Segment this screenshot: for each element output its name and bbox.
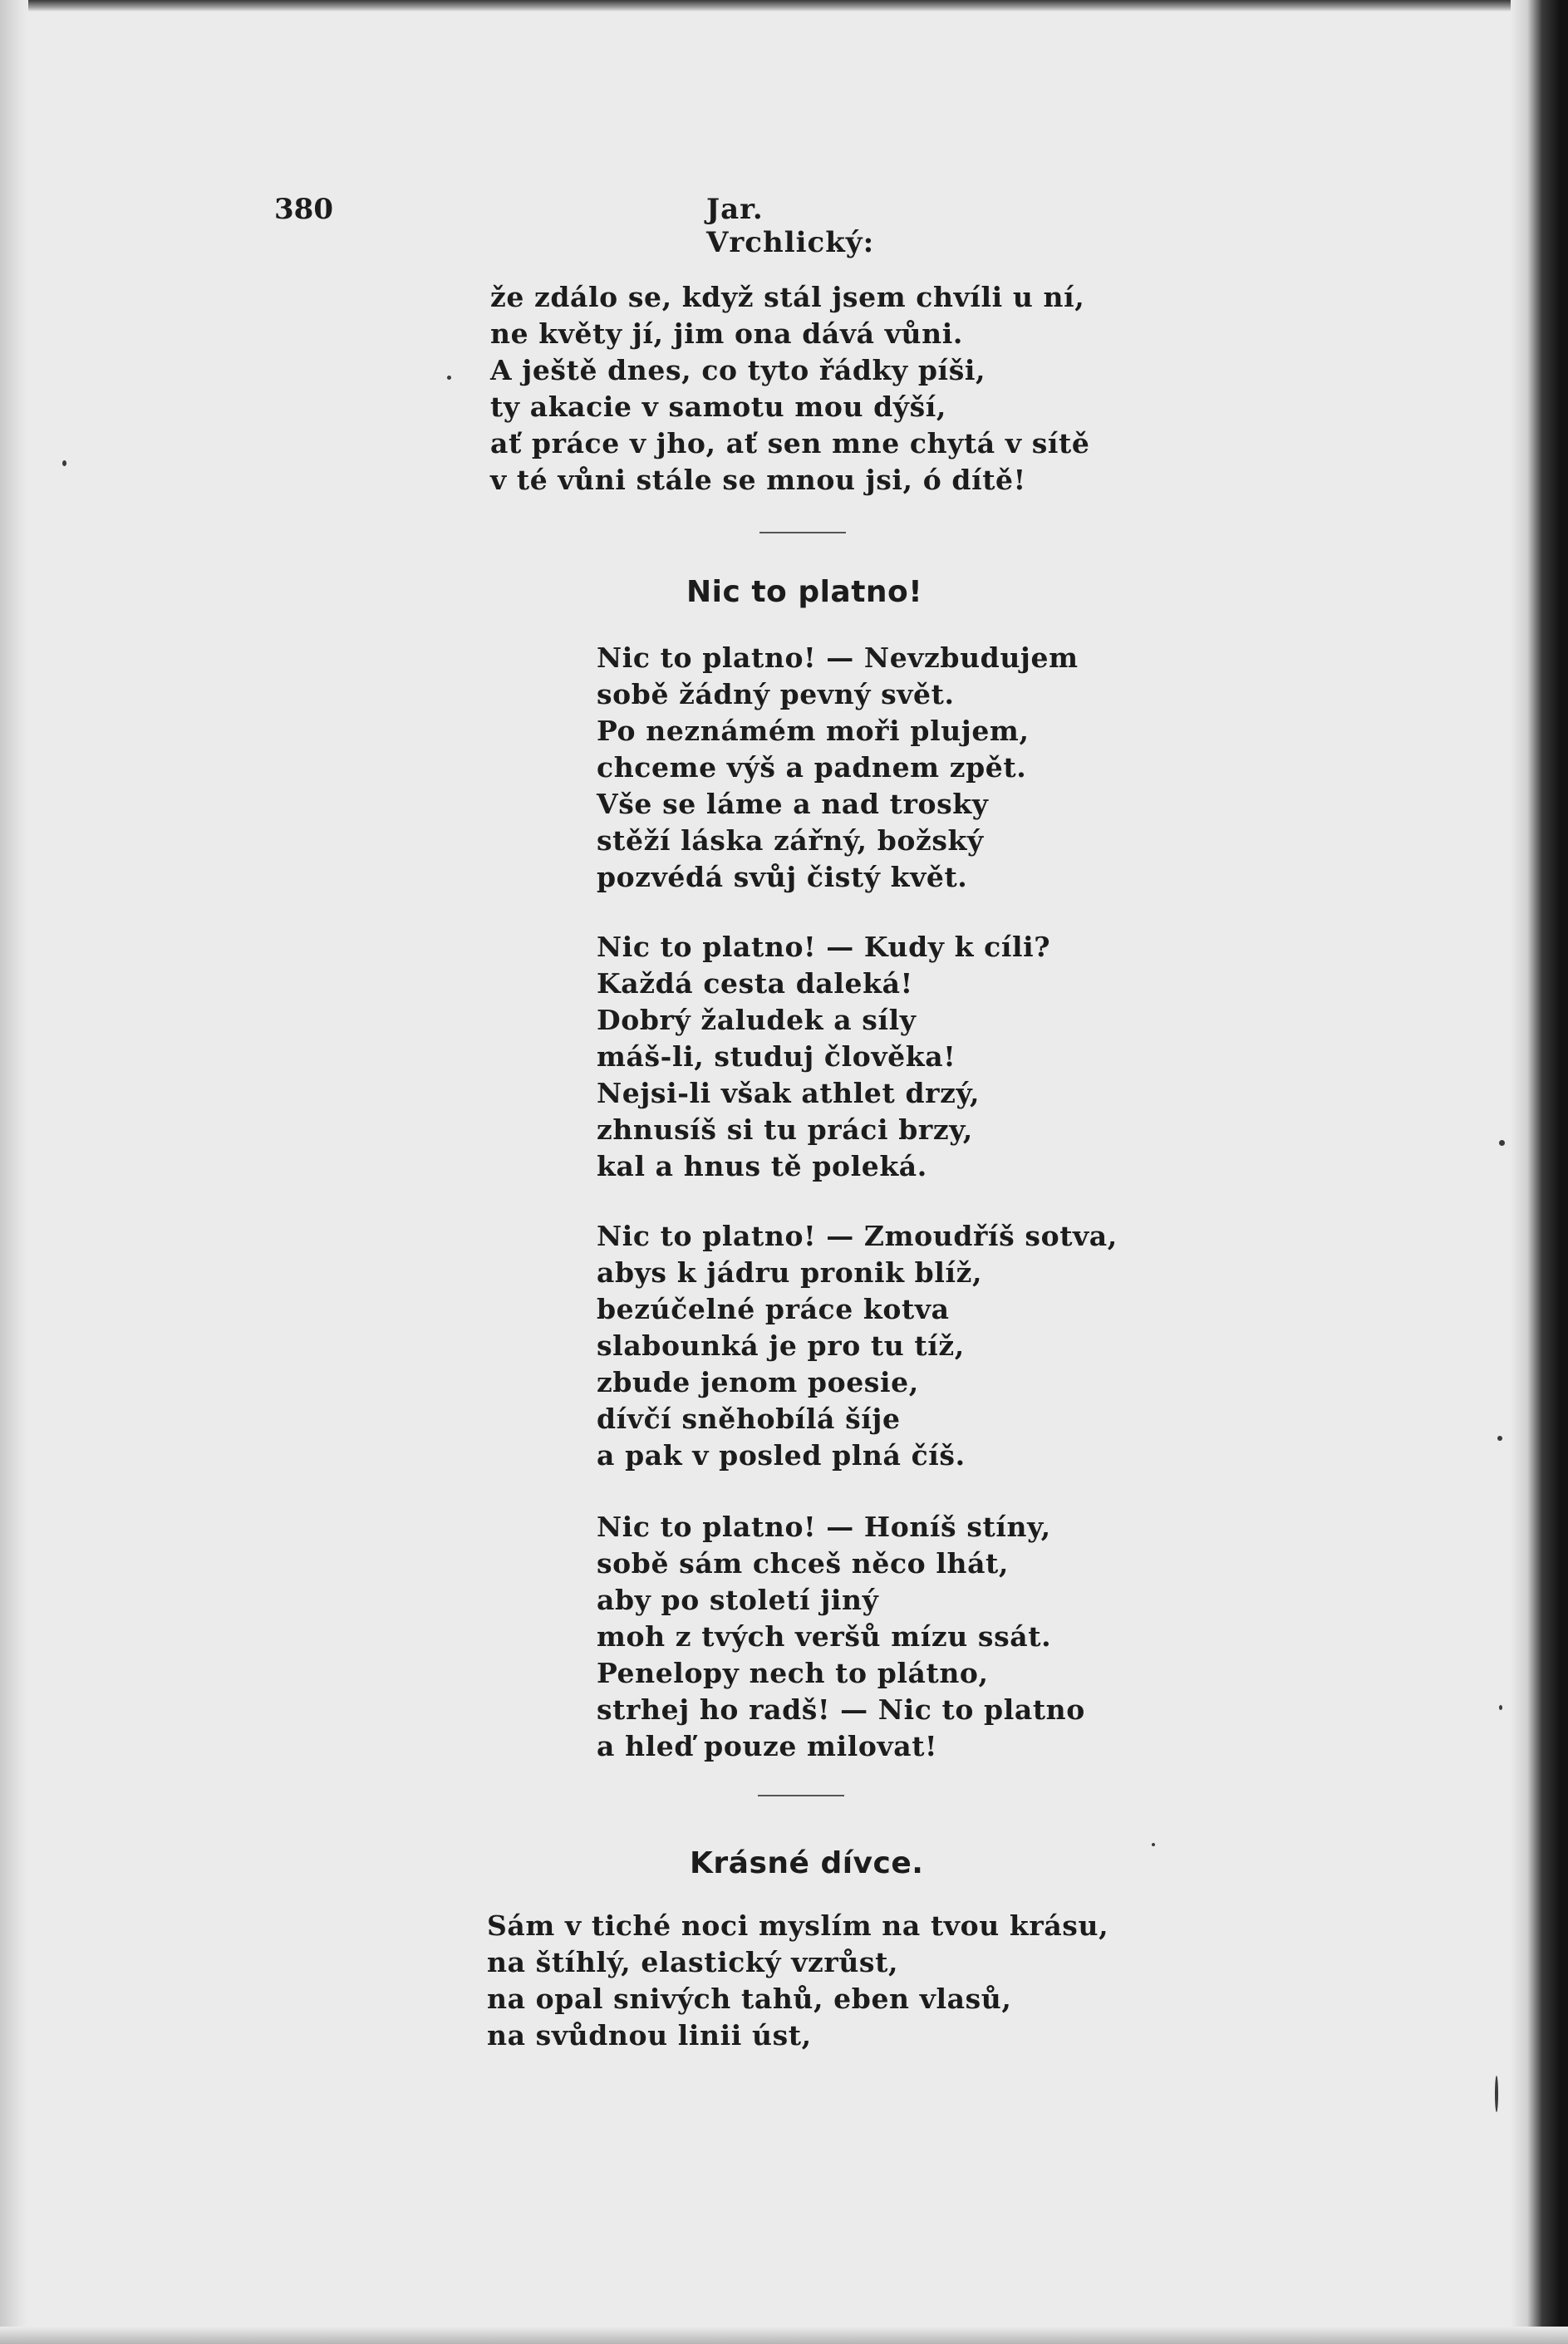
scan-speck xyxy=(447,376,451,380)
scan-speck xyxy=(1152,1843,1155,1846)
verse-line: Nic to platno! — Kudy k cíli? xyxy=(597,931,1051,963)
section-divider xyxy=(758,1795,844,1796)
verse-line: moh z tvých veršů mízu ssát. xyxy=(597,1620,1052,1653)
poem-stanza xyxy=(597,1509,1085,1765)
poem-title: Nic to platno! xyxy=(686,575,923,609)
verse-line: Po neznámém moři plujem, xyxy=(597,715,1030,747)
verse-line: Nic to platno! — Nevzbudujem xyxy=(597,641,1079,674)
poem-title: Krásné dívce. xyxy=(690,1846,924,1880)
section-divider xyxy=(759,532,846,533)
poem-stanza xyxy=(487,1908,1108,2054)
verse-line: zbude jenom poesie, xyxy=(597,1366,919,1398)
verse-line: máš-li, studuj člověka! xyxy=(597,1040,956,1073)
verse-line: a pak v posled plná číš. xyxy=(597,1439,966,1472)
verse-line: Nic to platno! — Honíš stíny, xyxy=(597,1511,1051,1543)
running-head: Jar. Vrchlický: xyxy=(706,193,875,259)
verse-line: stěží láska zářný, božský xyxy=(597,824,984,857)
scan-border-bottom xyxy=(0,2327,1568,2344)
scan-speck xyxy=(1497,1436,1502,1441)
verse-line: pozvédá svůj čistý květ. xyxy=(597,861,968,893)
poem-stanza xyxy=(597,929,1050,1185)
verse-line: sobě žádný pevný svět. xyxy=(597,678,955,710)
verse-line: abys k jádru pronik blíž, xyxy=(597,1256,983,1289)
verse-line: ty akacie v samotu mou dýší, xyxy=(490,391,946,423)
verse-line: Dobrý žaludek a síly xyxy=(597,1004,917,1036)
page-header xyxy=(274,193,906,259)
verse-line: zhnusíš si tu práci brzy, xyxy=(597,1113,973,1146)
verse-line: ať práce v jho, ať sen mne chytá v sítě xyxy=(490,427,1090,459)
poem-stanza xyxy=(597,1218,1118,1474)
verse-line: Nic to platno! — Zmoudříš sotva, xyxy=(597,1220,1118,1252)
scan-border-left xyxy=(0,0,28,2344)
poem-stanza xyxy=(597,640,1079,896)
verse-line: A ještě dnes, co tyto řádky píši, xyxy=(490,354,986,386)
verse-line: aby po století jiný xyxy=(597,1584,879,1616)
scan-border-top xyxy=(0,0,1568,12)
scan-border-right xyxy=(1511,0,1568,2344)
verse-line: na opal snivých tahů, eben vlasů, xyxy=(487,1983,1012,2015)
verse-line: bezúčelné práce kotva xyxy=(597,1293,950,1325)
scan-speck xyxy=(1499,1705,1502,1710)
verse-line: na štíhlý, elastický vzrůst, xyxy=(487,1946,899,1978)
scan-speck xyxy=(1499,1140,1505,1146)
scan-speck xyxy=(1495,2076,1498,2112)
verse-line: kal a hnus tě poleká. xyxy=(597,1150,927,1182)
page-number: 380 xyxy=(274,193,333,226)
scan-speck xyxy=(62,460,66,466)
verse-line: a hleď pouze milovat! xyxy=(597,1730,938,1762)
verse-line: strhej ho radš! — Nic to platno xyxy=(597,1693,1085,1726)
verse-line: Nejsi-li však athlet drzý, xyxy=(597,1077,981,1109)
verse-line: dívčí sněhobílá šíje xyxy=(597,1403,901,1435)
verse-line: Sám v tiché noci myslím na tvou krásu, xyxy=(487,1909,1109,1942)
verse-line: Každá cesta daleká! xyxy=(597,967,913,1000)
verse-line: ne květy jí, jim ona dává vůni. xyxy=(490,317,963,350)
intro-stanza xyxy=(490,279,1089,499)
verse-line: sobě sám chceš něco lhát, xyxy=(597,1547,1009,1580)
verse-line: slabounká je pro tu tíž, xyxy=(597,1329,965,1362)
verse-line: že zdálo se, když stál jsem chvíli u ní, xyxy=(490,281,1085,313)
verse-line: na svůdnou linii úst, xyxy=(487,2019,812,2052)
verse-line: v té vůni stále se mnou jsi, ó dítě! xyxy=(490,464,1026,496)
verse-line: chceme výš a padnem zpět. xyxy=(597,751,1027,784)
verse-line: Penelopy nech to plátno, xyxy=(597,1657,989,1689)
verse-line: Vše se láme a nad trosky xyxy=(597,788,989,820)
